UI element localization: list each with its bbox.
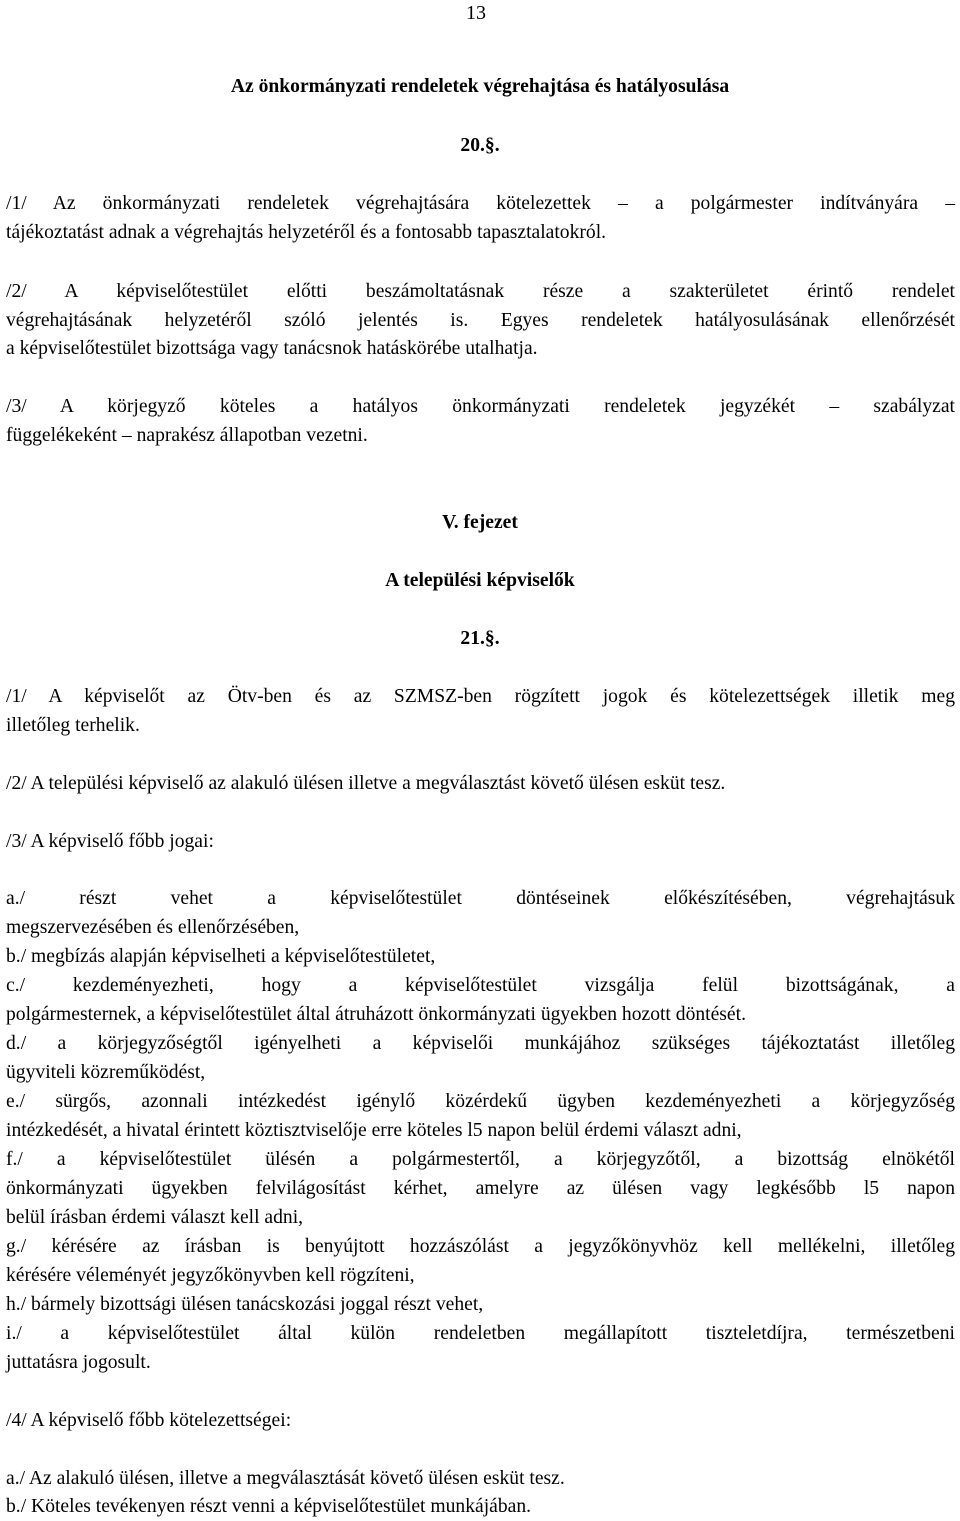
- rights-line: i./ a képviselőtestület által külön rendeletben megállapított tiszteletdíjra, természetbeni: [6, 1323, 955, 1344]
- rights-line: önkormányzati ügyekben felvilágosítást kérhet, amelyre az ülésen vagy legkésőbb l5 napon: [6, 1178, 955, 1199]
- s2-p1-line1: /1/ A képviselőt az Ötv-ben és az SZMSZ-ben rögzített jogok és kötelezettségek illetik meg: [6, 686, 955, 707]
- s2-p2: /2/ A települési képviselő az alakuló ülésen illetve a megválasztást követő ülésen esküt tesz.: [6, 773, 726, 794]
- rights-heading: /3/ A képviselő főbb jogai:: [6, 831, 214, 852]
- rights-line: d./ a körjegyzőségtől igényelheti a képviselői munkájához szükséges tájékoztatást illetőleg: [6, 1033, 955, 1054]
- paragraph-number-21: 21.§.: [460, 628, 500, 649]
- rights-line: e./ sürgős, azonnali intézkedést igénylő közérdekű ügyben kezdeményezheti a körjegyzőség: [6, 1091, 955, 1112]
- s2-p1-line2: illetőleg terhelik.: [6, 715, 140, 736]
- chapter-title: A települési képviselők: [385, 570, 575, 591]
- rights-line: ügyviteli közreműködést,: [6, 1062, 206, 1083]
- obligations-line: b./ Köteles tevékenyen részt venni a képviselőtestület munkájában.: [6, 1496, 532, 1517]
- rights-line: f./ a képviselőtestület ülésén a polgármestertől, a körjegyzőtől, a bizottság elnökétől: [6, 1149, 955, 1170]
- s1-p1-line2: tájékoztatást adnak a végrehajtás helyzetéről és a fontosabb tapasztalatokról.: [6, 222, 607, 243]
- rights-line: polgármesternek, a képviselőtestület által átruházott önkormányzati ügyekben hozott döntését.: [6, 1004, 746, 1025]
- s1-p3-line1: /3/ A körjegyző köteles a hatályos önkormányzati rendeletek jegyzékét – szabályzat: [6, 396, 955, 417]
- chapter-number: V. fejezet: [442, 512, 518, 533]
- s1-p2-line3: a képviselőtestület bizottsága vagy tanácsnok hatáskörébe utalhatja.: [6, 338, 538, 359]
- obligations-line: a./ Az alakuló ülésen, illetve a megválasztását követő ülésen esküt tesz.: [6, 1468, 565, 1489]
- s1-p2-line2: végrehajtásának helyzetéről szóló jelentés is. Egyes rendeletek hatályosulásának ellenőrzését: [6, 310, 955, 331]
- section-title: Az önkormányzati rendeletek végrehajtása és hatályosulása: [230, 76, 730, 97]
- rights-line: megszervezésében és ellenőrzésében,: [6, 917, 300, 938]
- paragraph-number-20: 20.§.: [460, 135, 500, 156]
- rights-line: g./ kérésére az írásban is benyújtott hozzászólást a jegyzőkönyvhöz kell mellékelni, illetőleg: [6, 1236, 955, 1257]
- rights-line: b./ megbízás alapján képviselheti a képviselőtestületet,: [6, 946, 436, 967]
- rights-line: h./ bármely bizottsági ülésen tanácskozási joggal részt vehet,: [6, 1294, 484, 1315]
- rights-line: intézkedését, a hivatal érintett köztisztviselője erre köteles l5 napon belül érdemi választ adni,: [6, 1120, 742, 1141]
- s1-p3-line2: függelékeként – naprakész állapotban vezetni.: [6, 425, 368, 446]
- rights-line: kérésére véleményét jegyzőkönyvben kell rögzíteni,: [6, 1265, 415, 1286]
- rights-line: belül írásban érdemi választ kell adni,: [6, 1207, 304, 1228]
- rights-line: c./ kezdeményezheti, hogy a képviselőtestület vizsgálja felül bizottságának, a: [6, 975, 955, 996]
- rights-line: a./ részt vehet a képviselőtestület döntéseinek előkészítésében, végrehajtásuk: [6, 888, 955, 909]
- rights-line: juttatásra jogosult.: [6, 1352, 151, 1373]
- page-number: 13: [466, 2, 486, 24]
- s1-p2-line1: /2/ A képviselőtestület előtti beszámoltatásnak része a szakterületet érintő rendelet: [6, 281, 955, 302]
- s1-p1-line1: /1/ Az önkormányzati rendeletek végrehajtására kötelezettek – a polgármester indítványára –: [6, 193, 955, 214]
- obligations-heading: /4/ A képviselő főbb kötelezettségei:: [6, 1410, 292, 1431]
